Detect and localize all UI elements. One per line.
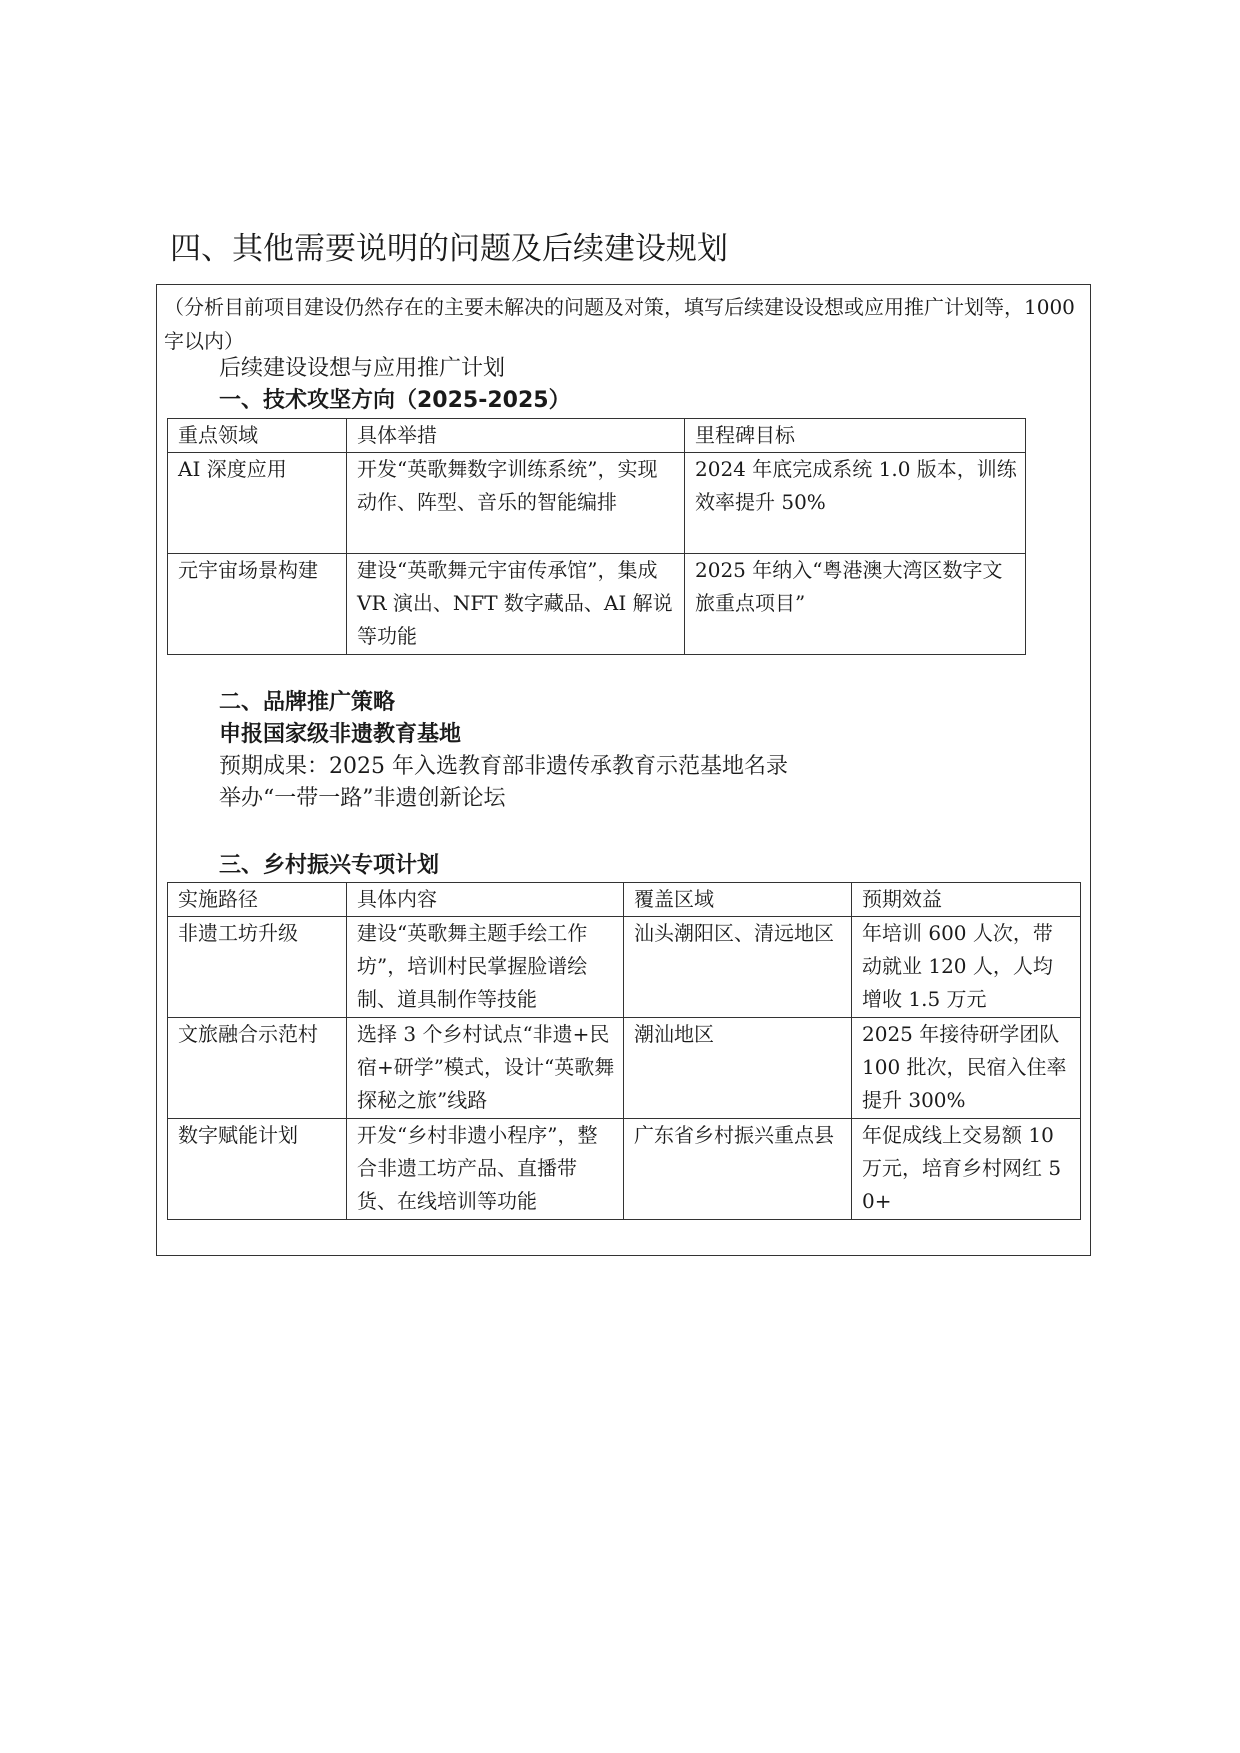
section3-title: 三、乡村振兴专项计划 [219,853,440,878]
instruction-note: （分析目前项目建设仍然存在的主要未解决的问题及对策，填写后续建设设想或应用推广计划等，1000 字以内） [164,295,1075,353]
table-header-cell: 实施路径 [168,883,347,917]
table-header-row [168,419,1026,453]
table-cell: 开发“乡村非遗小程序”，整合非遗工坊产品、直播带货、在线培训等功能 [347,1119,624,1220]
table-cell: 数字赋能计划 [168,1119,347,1220]
table-cell: 元宇宙场景构建 [168,554,347,655]
table-cell: 潮汕地区 [624,1018,852,1119]
table-row [168,917,1081,1018]
table-header-row [168,883,1081,917]
table-cell: 汕头潮阳区、清远地区 [624,917,852,1018]
table-header-cell: 覆盖区域 [624,883,852,917]
tech-table [167,418,1026,655]
table-row [168,1119,1081,1220]
table-header-cell: 具体内容 [347,883,624,917]
table-cell: 选择 3 个乡村试点“非遗+民宿+研学”模式，设计“英歌舞探秘之旅”线路 [347,1018,624,1119]
table-cell: 2025 年接待研学团队 100 批次，民宿入住率提升 300% [852,1018,1081,1119]
plan-title: 后续建设设想与应用推广计划 [219,356,506,381]
table-row [168,453,1026,554]
body-line: 预期成果：2025 年入选教育部非遗传承教育示范基地名录 [219,754,788,779]
section-heading: 四、其他需要说明的问题及后续建设规划 [170,231,728,267]
table-row [168,1018,1081,1119]
table-cell: 2025 年纳入“粤港澳大湾区数字文旅重点项目” [685,554,1026,655]
table-cell: 建设“英歌舞元宇宙传承馆”，集成 VR 演出、NFT 数字藏品、AI 解说等功能 [347,554,685,655]
table-cell: 广东省乡村振兴重点县 [624,1119,852,1220]
table-cell: 非遗工坊升级 [168,917,347,1018]
section1-title: 一、技术攻坚方向（2025-2025） [219,388,571,413]
rural-table [167,882,1081,1220]
table-cell: 文旅融合示范村 [168,1018,347,1119]
table-cell: 年促成线上交易额 10 万元，培育乡村网红 50+ [852,1119,1081,1220]
table-cell: 建设“英歌舞主题手绘工作坊”，培训村民掌握脸谱绘制、道具制作等技能 [347,917,624,1018]
body-line: 举办“一带一路”非遗创新论坛 [219,786,506,811]
table-cell: 年培训 600 人次，带动就业 120 人，人均增收 1.5 万元 [852,917,1081,1018]
table-cell: 2024 年底完成系统 1.0 版本，训练效率提升 50% [685,453,1026,554]
section2-title: 二、品牌推广策略 [219,690,396,715]
table-cell: AI 深度应用 [168,453,347,554]
table-cell: 开发“英歌舞数字训练系统”，实现动作、阵型、音乐的智能编排 [347,453,685,554]
table-header-cell: 具体举措 [347,419,685,453]
table-row [168,554,1026,655]
table-header-cell: 里程碑目标 [685,419,1026,453]
table-header-cell: 预期效益 [852,883,1081,917]
section2-subtitle: 申报国家级非遗教育基地 [219,722,462,747]
table-header-cell: 重点领域 [168,419,347,453]
